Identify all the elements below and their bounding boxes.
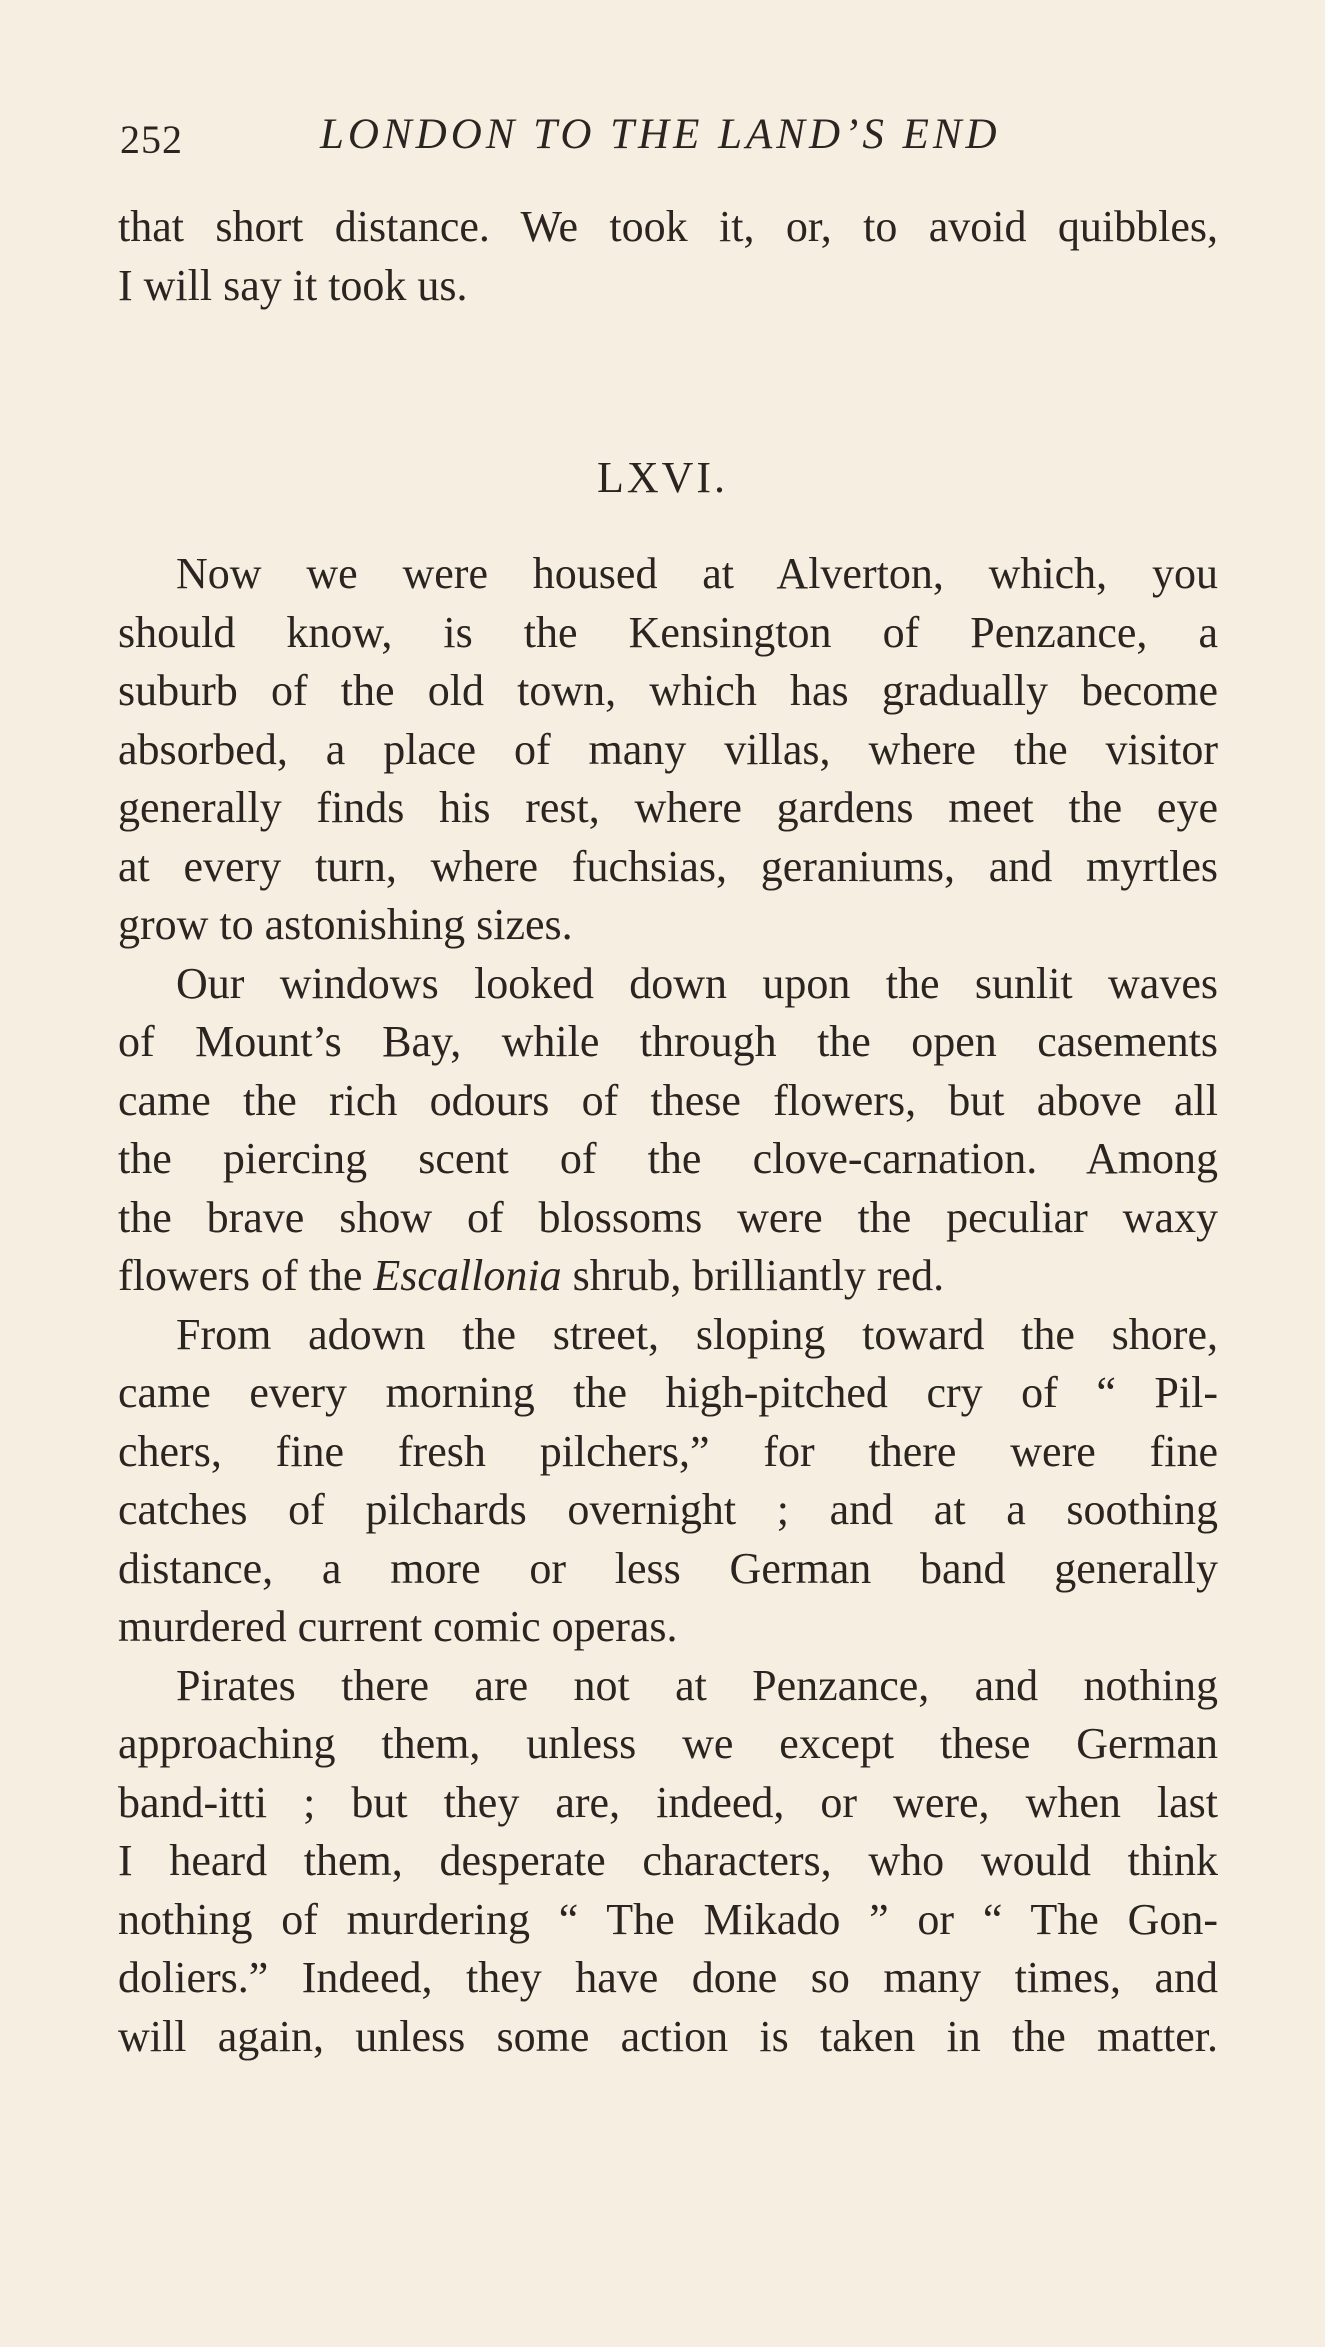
text-line: at every turn, where fuchsias, geraniums, and myrtles — [118, 841, 1218, 891]
chapter-heading: LXVI. — [596, 453, 729, 502]
text-line: band-itti ; but they are, indeed, or were, when last — [118, 1777, 1218, 1827]
text-line: Pirates there are not at Penzance, and nothing — [176, 1660, 1218, 1710]
text-run: shrub, brilliantly red. — [561, 1251, 945, 1300]
continuation-paragraph — [118, 198, 1218, 315]
text-line: the piercing scent of the clove-carnation. Among — [118, 1134, 1218, 1183]
text-line: grow to astonishing sizes. — [118, 900, 573, 949]
page-header — [120, 110, 1220, 170]
text-run: flowers of the — [118, 1251, 374, 1300]
paragraph — [118, 545, 1218, 955]
text-line — [118, 1247, 1218, 1306]
running-title: LONDON TO THE LAND’S END — [320, 111, 1001, 158]
text-line: catches of pilchards overnight ; and at a soothing — [118, 1485, 1218, 1534]
page-number: 252 — [120, 117, 183, 162]
paragraph — [118, 1306, 1218, 1657]
text-line: nothing of murdering “ The Mikado ” or “ The Gon- — [118, 1894, 1218, 1944]
text-line: came every morning the high-pitched cry of “ Pil- — [118, 1368, 1218, 1417]
text-line: came the rich odours of these flowers, but above all — [118, 1075, 1218, 1125]
text-line: Now we were housed at Alverton, which, you — [176, 549, 1218, 598]
paragraph — [118, 1657, 1218, 2067]
text-line: absorbed, a place of many villas, where the visitor — [118, 724, 1218, 774]
text-line: I will say it took us. — [118, 260, 468, 310]
text-line: Our windows looked down upon the sunlit waves — [176, 958, 1218, 1008]
text-line: From adown the street, sloping toward the shore, — [176, 1309, 1218, 1359]
text-line: that short distance. We took it, or, to avoid quibbles, — [118, 202, 1218, 251]
text-line: suburb of the old town, which has gradually become — [118, 666, 1218, 715]
paragraph — [118, 955, 1218, 1306]
text-line: of Mount’s Bay, while through the open casements — [118, 1017, 1218, 1066]
italic-plant-name: Escallonia — [373, 1251, 562, 1300]
text-line: the brave show of blossoms were the peculiar waxy — [118, 1192, 1218, 1242]
chapter-body — [118, 545, 1218, 2066]
text-line: chers, fine fresh pilchers,” for there were fine — [118, 1426, 1218, 1476]
text-line: doliers.” Indeed, they have done so many times, and — [118, 1953, 1218, 2002]
text-line: distance, a more or less German band generally — [118, 1543, 1218, 1593]
text-line: will again, unless some action is taken in the matter. — [118, 2011, 1218, 2061]
text-line: generally finds his rest, where gardens meet the eye — [118, 783, 1218, 832]
text-line: should know, is the Kensington of Penzance, a — [118, 607, 1218, 657]
text-line: approaching them, unless we except these German — [118, 1719, 1218, 1768]
text-line: murdered current comic operas. — [118, 1602, 678, 1651]
text-line: I heard them, desperate characters, who would think — [118, 1836, 1218, 1885]
